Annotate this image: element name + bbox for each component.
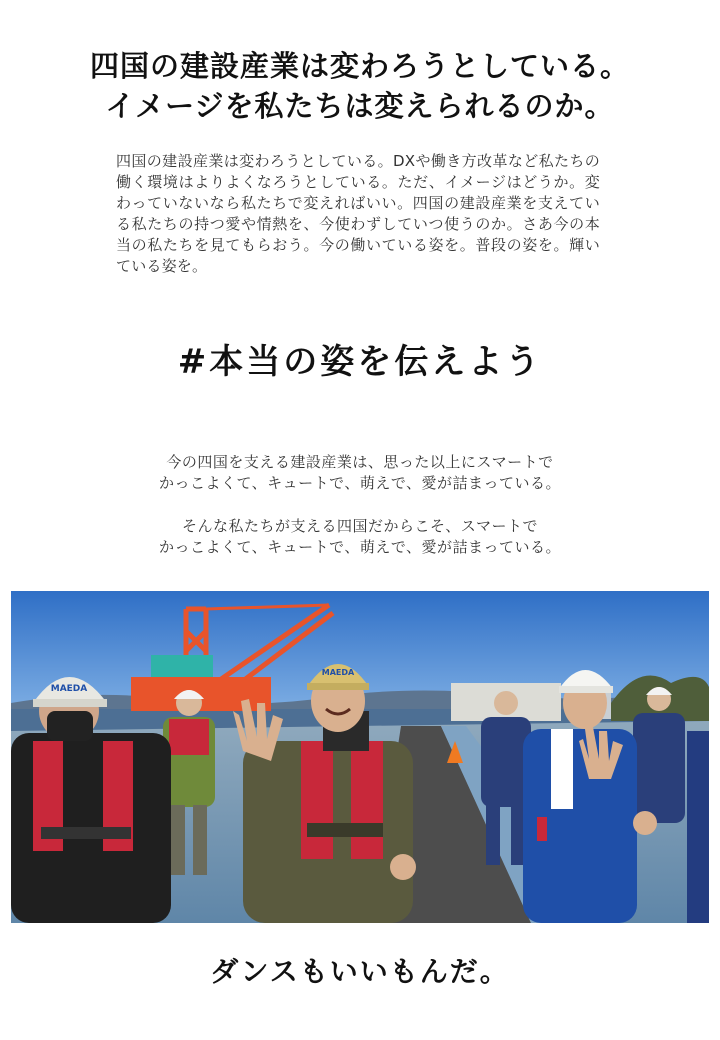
photo-caption: ダンスもいいもんだ。 [210,955,510,988]
message-p2-line-1: そんな私たちが支える四国だからこそ、スマートで [182,517,538,535]
message-paragraph-1 [0,452,720,494]
intro-paragraph: 四国の建設産業は変わろうとしている。DXや働き方改革など私たちの働く環境はよりよくなろうとしている。ただ、イメージはどうか。変わっていないなら私たちで変えればいい。四国の建設産業を支えている私たちの持つ愛や情熱を、今使わずしていつ使うのか。さあ今の本当の私たちを見てもらおう。今の働いている姿を。普段の姿を。輝いている姿を。 [116,152,600,275]
helmet-label-center: MAEDA [321,668,355,677]
photo-illustration [11,591,709,923]
worker-edge-right [687,731,709,923]
hashtag-heading: #本当の姿を伝えよう [177,342,543,382]
message-p1-line-1: 今の四国を支える建設産業は、思った以上にスマートで [166,453,554,471]
headline-line-2: イメージを私たちは変えられるのか。 [105,89,615,123]
headline-line-1: 四国の建設産業は変わろうとしている。 [89,49,630,83]
message-p1-line-2: かっこよくて、キュートで、萌えで、愛が詰まっている。 [158,474,562,492]
helmet-label-left: MAEDA [50,684,88,694]
workers-dancing-photo [11,591,709,923]
message-p2-line-2: かっこよくて、キュートで、萌えで、愛が詰まっている。 [158,538,562,556]
page-headline [0,46,720,126]
message-paragraph-2 [0,516,720,558]
